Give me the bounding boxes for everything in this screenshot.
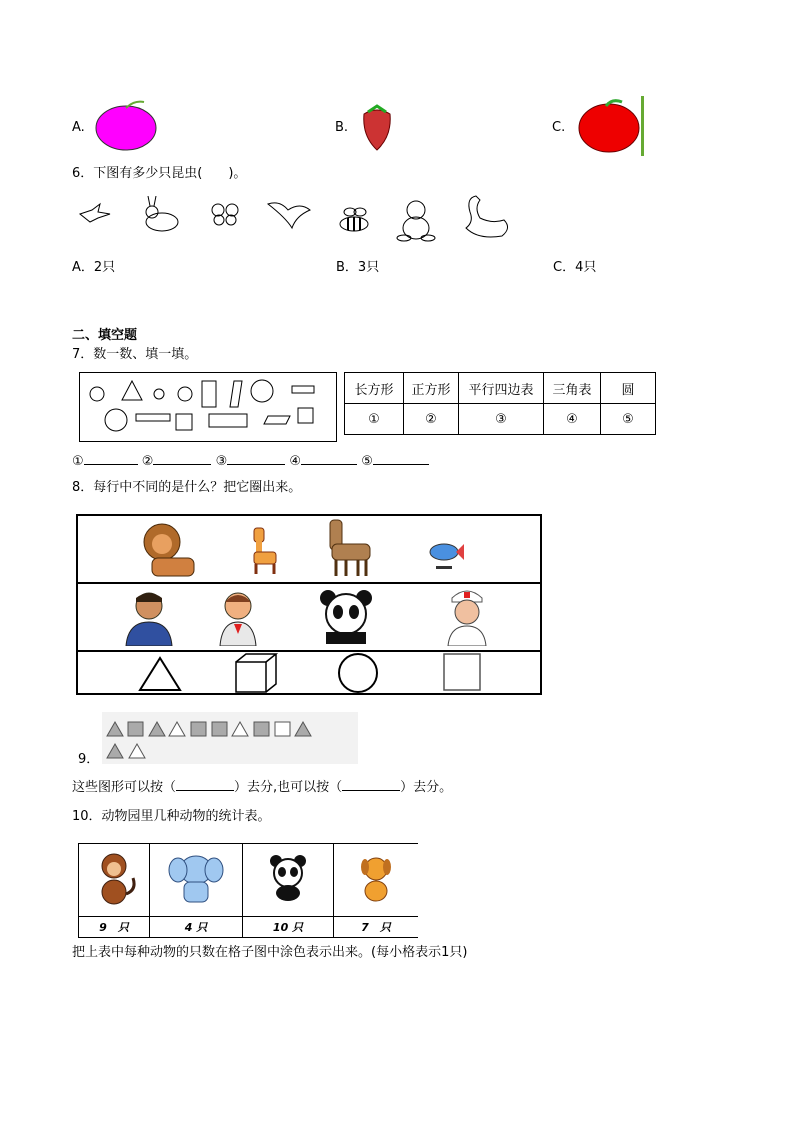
monkey-icon — [89, 850, 139, 906]
answer-blank-1[interactable] — [84, 452, 138, 465]
q9-sentence — [72, 778, 452, 796]
answer-label-2: ② — [141, 454, 154, 469]
section-title: 二、填空题 — [72, 328, 138, 343]
butterfly-icon — [210, 202, 240, 226]
table-row — [79, 917, 419, 938]
cube-icon[interactable] — [234, 652, 280, 694]
shape-sequence-panel — [102, 712, 358, 764]
header-parallelogram: 平行四边表 — [459, 373, 544, 404]
dog-icon — [356, 853, 396, 903]
bird-icon — [78, 202, 112, 224]
fish-icon[interactable] — [426, 540, 464, 572]
shape-sequence — [102, 712, 358, 764]
square-icon[interactable] — [442, 652, 484, 692]
shape-count-table — [344, 372, 656, 435]
num-cell: ② — [404, 404, 459, 435]
man-icon[interactable] — [124, 588, 174, 646]
q9-text-c: ）去分。 — [400, 780, 453, 795]
bear-icon — [394, 198, 438, 242]
q5-option-a-label: A. — [72, 120, 85, 135]
boy-icon[interactable] — [218, 588, 258, 646]
q6-option-b: B．3只 — [336, 260, 380, 275]
magenta-apple-icon — [94, 98, 158, 152]
q9-blank-1[interactable] — [176, 778, 234, 791]
q5-option-c-label: C. — [552, 120, 566, 135]
q6-question: 6．下图有多少只昆虫( )。 — [72, 166, 247, 181]
answer-blank-3[interactable] — [227, 452, 285, 465]
q9-blank-2[interactable] — [342, 778, 400, 791]
dog-cell — [334, 844, 419, 917]
elephant-cell — [150, 844, 243, 917]
nurse-icon[interactable] — [444, 586, 490, 646]
answer-label-4: ④ — [289, 454, 302, 469]
panda-icon[interactable] — [318, 588, 374, 644]
answer-blank-2[interactable] — [153, 452, 211, 465]
header-square: 正方形 — [404, 373, 459, 404]
q9-number: 9． — [78, 752, 100, 767]
num-cell: ③ — [459, 404, 544, 435]
header-circle: 圆 — [601, 373, 656, 404]
num-cell: ④ — [544, 404, 601, 435]
swallow-icon — [266, 198, 312, 234]
answer-label-3: ③ — [215, 454, 228, 469]
baby-giraffe-icon[interactable] — [244, 524, 284, 576]
q9-text-b: ）去分,也可以按（ — [234, 780, 343, 795]
bee-icon — [334, 206, 374, 234]
row-animals — [78, 516, 540, 584]
answer-blank-4[interactable] — [301, 452, 357, 465]
odd-one-out-grid — [76, 514, 542, 695]
monkey-cell — [79, 844, 150, 917]
header-triangle: 三角表 — [544, 373, 601, 404]
elephant-count: 4 只 — [150, 917, 243, 938]
shape-collection-box — [79, 372, 337, 442]
q7-answer-line — [72, 452, 429, 470]
lion-icon[interactable] — [136, 518, 202, 580]
row-people — [78, 582, 540, 652]
panda-cell — [243, 844, 334, 917]
rabbit-icon — [140, 196, 186, 234]
red-apple-icon — [576, 96, 646, 156]
monkey-count: 9 只 — [79, 917, 150, 938]
num-cell: ① — [345, 404, 404, 435]
header-rectangle: 长方形 — [345, 373, 404, 404]
answer-label-5: ⑤ — [361, 454, 373, 469]
panda-count: 10 只 — [243, 917, 334, 938]
q6-option-c: C．4只 — [553, 260, 597, 275]
answer-label-1: ① — [72, 454, 84, 469]
q5-option-b-label: B. — [335, 120, 349, 135]
table-row — [345, 373, 656, 404]
panda-icon — [264, 853, 312, 903]
triangle-icon[interactable] — [136, 654, 184, 694]
elephant-icon — [166, 850, 226, 906]
q10-instruction: 把上表中每种动物的只数在格子图中涂色表示出来。(每小格表示1只) — [72, 945, 468, 960]
table-row — [79, 844, 419, 917]
num-cell: ⑤ — [601, 404, 656, 435]
q10-question: 10．动物园里几种动物的统计表。 — [72, 809, 271, 824]
q6-option-a: A．2只 — [72, 260, 116, 275]
shape-collection — [80, 373, 336, 441]
q7-question: 7．数一数、填一填。 — [72, 347, 198, 362]
swan-icon — [458, 192, 514, 244]
dog-count: 7 只 — [334, 917, 419, 938]
answer-blank-5[interactable] — [373, 452, 429, 465]
circle-icon[interactable] — [334, 652, 382, 694]
alpaca-icon[interactable] — [324, 518, 378, 578]
strawberry-icon — [360, 104, 394, 152]
q8-question: 8．每行中不同的是什么？把它圈出来。 — [72, 480, 302, 495]
table-row — [345, 404, 656, 435]
q9-text-a: 这些图形可以按（ — [72, 780, 177, 795]
row-shapes — [78, 650, 540, 695]
zoo-stats-table — [78, 843, 418, 938]
